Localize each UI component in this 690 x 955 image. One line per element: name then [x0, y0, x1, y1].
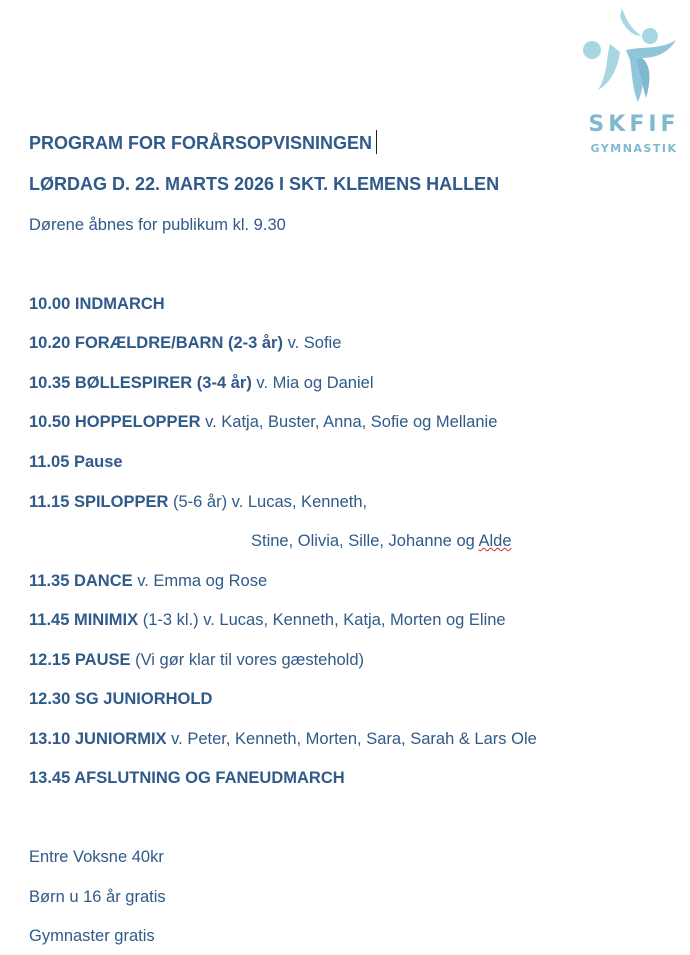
price-line: Børn u 16 år gratis: [29, 888, 166, 906]
program-item: 10.50 HOPPELOPPER v. Katja, Buster, Anna, Sofie og Mellanie: [29, 413, 498, 431]
program-item: 13.45 AFSLUTNING OG FANEUDMARCH: [29, 769, 345, 787]
program-item: 12.15 PAUSE (Vi gør klar til vores gæstehold): [29, 651, 365, 669]
gymnast-figures-icon: [580, 6, 688, 110]
logo-name: SKFIF: [588, 112, 680, 137]
logo-subtitle: GYMNASTIK: [590, 142, 678, 155]
club-logo: [580, 6, 688, 158]
program-item: 12.30 SG JUNIORHOLD: [29, 690, 213, 708]
program-item: 10.20 FORÆLDRE/BARN (2-3 år) v. Sofie: [29, 334, 342, 352]
price-line: Entre Voksne 40kr: [29, 848, 164, 866]
program-item: 11.05 Pause: [29, 453, 123, 471]
program-item: 11.15 SPILOPPER (5-6 år) v. Lucas, Kenneth,: [29, 493, 368, 511]
program-item: 13.10 JUNIORMIX v. Peter, Kenneth, Morten, Sara, Sarah & Lars Ole: [29, 730, 537, 748]
date-location-line: LØRDAG D. 22. MARTS 2026 I SKT. KLEMENS HALLEN: [29, 174, 500, 194]
program-item-continuation: Stine, Olivia, Sille, Johanne og Alde: [251, 532, 512, 550]
program-item: 10.35 BØLLESPIRER (3-4 år) v. Mia og Daniel: [29, 374, 374, 392]
program-item: 11.45 MINIMIX (1-3 kl.) v. Lucas, Kenneth, Katja, Morten og Eline: [29, 611, 506, 629]
program-item: 11.35 DANCE v. Emma og Rose: [29, 572, 268, 590]
text-cursor: [376, 130, 377, 154]
document-title: PROGRAM FOR FORÅRSOPVISNINGEN: [29, 130, 377, 154]
doors-open-line: Dørene åbnes for publikum kl. 9.30: [29, 216, 286, 234]
price-line: Gymnaster gratis: [29, 927, 155, 945]
program-item: 10.00 INDMARCH: [29, 295, 165, 313]
spellcheck-flagged-word[interactable]: Alde: [478, 532, 512, 550]
